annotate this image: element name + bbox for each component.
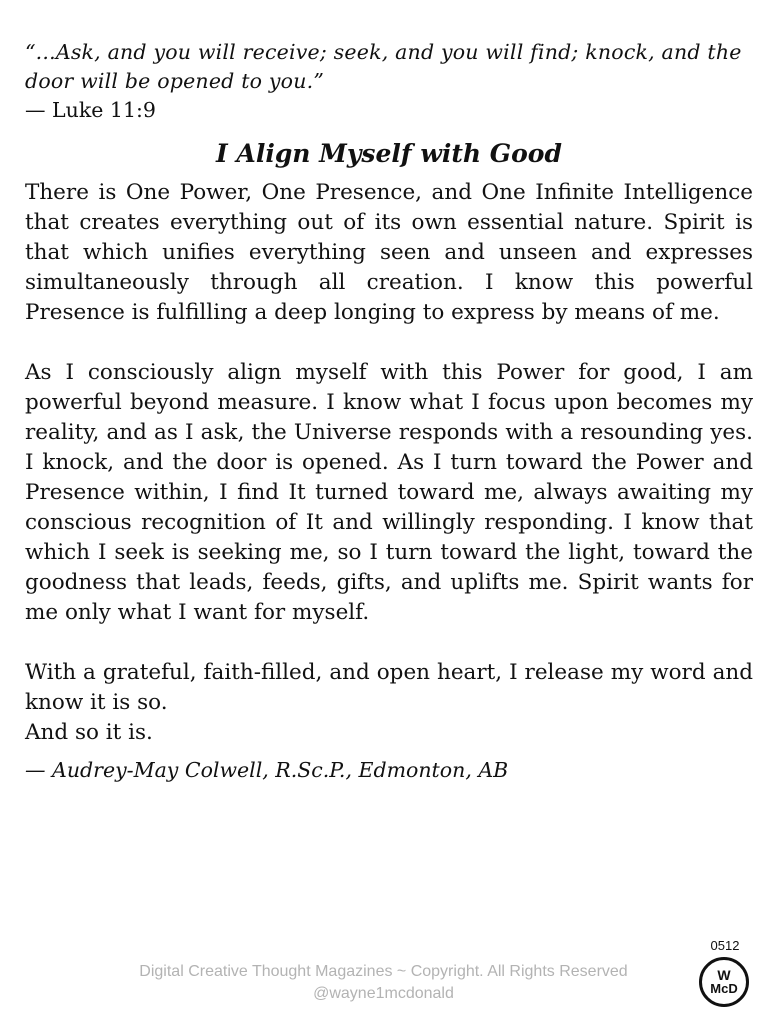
page-code: 0512 [710, 938, 740, 953]
logo-line-2: McD [710, 981, 738, 996]
author-signature: — Audrey-May Colwell, R.Sc.P., Edmonton, AB [25, 758, 509, 782]
social-handle: @wayne1mcdonald [313, 985, 454, 1002]
article [25, 38, 753, 785]
footer [0, 961, 777, 1005]
copyright-text: Digital Creative Thought Magazines ~ Copyright. All Rights Reserved [139, 963, 628, 980]
wmcd-logo [699, 957, 749, 1007]
scripture-reference: — Luke 11:9 [25, 98, 156, 122]
scripture-quote: “...Ask, and you will receive; seek, and you will find; knock, and the door will be opened to you.” [25, 40, 742, 93]
closing-line: And so it is. [25, 720, 153, 745]
body-paragraph-3: With a grateful, faith-filled, and open heart, I release my word and know it is so. [25, 660, 753, 715]
logo-line-1: W [717, 967, 731, 983]
body-paragraph-1: There is One Power, One Presence, and One Infinite Intelligence that creates everything out of its own essential nature. Spirit is that which unifies everything seen and unseen and expresses simultaneously through all creation. I know this powerful Presence is fulfilling a deep longing to express by means of me. [25, 180, 753, 325]
body-paragraph-2: As I consciously align myself with this Power for good, I am powerful beyond measure. I know what I focus upon becomes my reality, and as I ask, the Universe responds with a resounding yes. I knock, and the door is opened. As I turn toward the Power and Presence within, I find It turned toward me, always awaiting my conscious recognition of It and willingly responding. I know that which I seek is seeking me, so I turn toward the light, toward the goodness that leads, feeds, gifts, and uplifts me. Spirit wants for me only what I want for myself. [25, 360, 753, 625]
page-title: I Align Myself with Good [216, 139, 562, 168]
